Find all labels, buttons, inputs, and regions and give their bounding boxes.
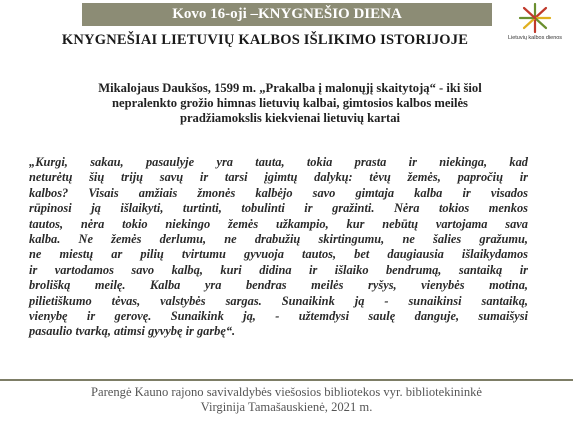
quote-line: brolišką meilę. Kalba yra bendras meilės ryšys, vienybės motina, [29, 278, 528, 293]
quote-line: „Kurgi, sakau, pasaulyje yra tauta, tokia prasta ir niekinga, kad [29, 155, 528, 169]
intro-line: nepralenkto grožio himnas lietuvių kalbai, gimtosios kalbos meilės [112, 96, 468, 110]
quote-line: neturėtų šių trijų savų ir tarsi įgimtų dalykų: tėvų žemės, papročių ir [29, 170, 528, 185]
intro-paragraph [40, 81, 540, 126]
quote-line: kalba. Ne žemės derlumu, ne drabužių skirtingumu, ne šalies gražumu, [29, 232, 528, 247]
quote-line: pilietiškumo tėvas, valstybės sargas. Sunaikink ją - sunaikinsi santaiką, [29, 293, 528, 308]
intro-line: Mikalojaus Daukšos, 1599 m. „Prakalba į malonųjį skaitytoją“ - iki šiol [98, 81, 482, 95]
quote-paragraph [29, 155, 528, 340]
quote-line: ir vartodamos savo kalbą, kuri didina ir išlaiko bendrumą, santaiką ir [29, 262, 528, 277]
page-subtitle: KNYGNEŠIAI LIETUVIŲ KALBOS IŠLIKIMO ISTORIJOJE [61, 32, 469, 48]
footer-line: Virginija Tamašauskienė, 2021 m. [200, 400, 373, 414]
logo [500, 2, 570, 46]
quote-line: vienybę ir gerovę. Sunaikink ją, - užtemdysi saulę danguje, sumaišysi [29, 309, 528, 324]
star-logo-icon [518, 2, 552, 34]
quote-line: tautos, nėra tokio niekingo žemės užkampio, kur nebūtų vartojama sava [29, 216, 528, 231]
quote-line: rūpinosi ją išlaikyti, turtinti, tobulinti ir gražinti. Nėra tokios menkos [29, 201, 528, 216]
footer-divider [0, 379, 573, 381]
intro-line: pradžiamokslis kiekvienai lietuvių kartai [179, 111, 401, 125]
footer-line: Parengė Kauno rajono savivaldybės viešosios bibliotekos vyr. bibliotekininkė [90, 385, 483, 399]
footer-credit [0, 385, 573, 415]
page-title: Kovo 16-oji –KNYGNEŠIO DIENA [82, 3, 492, 26]
quote-line: kalbos? Visais amžiais žmonės kalbėjo savo gimtaja kalba ir visados [29, 185, 528, 200]
logo-text: Lietuvių kalbos dienos [507, 35, 563, 41]
quote-line: pasaulio tvarką, atimsi gyvybę ir garbę“. [29, 324, 236, 339]
header-bar [0, 0, 573, 29]
quote-line: ne miestų ar pilių tvirtumu gyvuoja tautos, bet daugiausia išlaikydamos [29, 247, 528, 262]
